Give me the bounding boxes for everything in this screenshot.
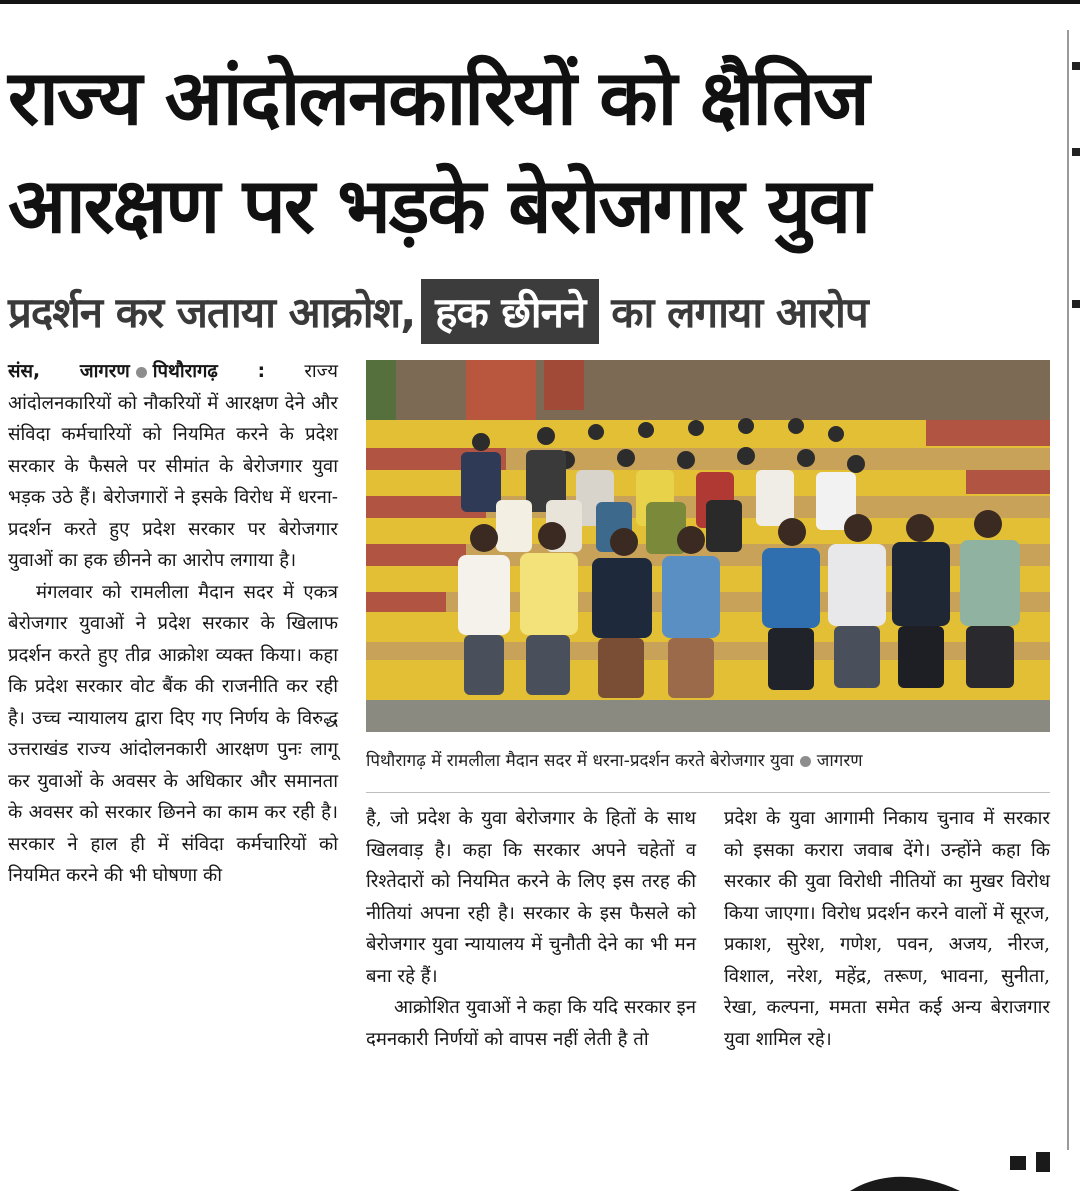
group-photo-image (366, 360, 1050, 732)
paragraph-intro (8, 356, 338, 577)
adjacent-article-fragment (1072, 300, 1080, 308)
byline-source: संस, जागरण (8, 361, 130, 382)
paragraph-3: है, जो प्रदेश के युवा बेरोजगार के हितों के साथ खिलवाड़ है। कहा कि सरकार अपने चहेतों व रिश्तेदारों को नियमित करने के लिए इस तरह की नीतियां अपना रही है। सरकार के इस फैसले को बेरोजगार युवा न्यायालय में चुनौती देने का भी मन बना रहे हैं। (366, 808, 696, 987)
paragraph-2: मंगलवार को रामलीला मैदान सदर में एकत्र बेरोजगार युवाओं ने प्रदेश सरकार के खिलाफ प्रदर्शन करते हुए तीव्र आक्रोश व्यक्त किया। कहा कि प्रदेश सरकार वोट बैंक की राजनीति कर रही है। उच्च न्यायालय द्वारा दिए गए निर्णय के विरुद्ध उत्तराखंड राज्य आंदोलनकारी आरक्षण पुनः लागू कर युवाओं के अवसर के अधिकार और समानता के अवसर को सरकार छिनने का काम कर रही है। सरकार ने हाल ही में संविदा कर्मचारियों को नियमित करने की भी घोषणा की (8, 581, 338, 886)
subheadline-highlight: हक छीनने (421, 279, 599, 344)
next-article-fragment (840, 1150, 1060, 1191)
subheadline-after: का लगाया आरोप (611, 287, 868, 337)
paragraph-4: प्रदेश के युवा आगामी निकाय चुनाव में सरकार को इसका करारा जवाब देंगे। उन्होंने कहा कि सरकार की युवा विरोधी नीतियों का मुखर विरोध किया जाएगा। विरोध प्रदर्शन करने वालों में सूरज, प्रकाश, सुरेश, गणेश, पवन, अजय, नीरज, विशाल, नरेश, महेंद्र, तरूण, भावना, सुनीता, रेखा, कल्पना, ममता समेत कई अन्य बेराजगार युवा शामिल रहे। (724, 808, 1050, 1050)
caption-divider (366, 792, 1050, 793)
headline-line-1: राज्य आंदोलनकारियों को क्षैतिज (8, 53, 868, 142)
paragraph-3b: आक्रोशित युवाओं ने कहा कि यदि सरकार इन दमनकारी निर्णयों को वापस नहीं लेती है तो (366, 997, 696, 1050)
subheadline (8, 274, 868, 348)
photo-caption-text: पिथौरागढ़ में रामलीला मैदान सदर में धरना-प्रदर्शन करते बेरोजगार युवा (366, 751, 794, 771)
photo-credit: जागरण (816, 751, 863, 771)
paragraph-1: राज्य आंदोलनकारियों को नौकरियों में आरक्षण देने और संविदा कर्मचारियों को नियमित करने के प्रदेश सरकार के फैसले पर सीमांत के बेरोजगार युवा भड़क उठे हैं। बेरोजगारों ने इसके विरोध में धरना-प्रदर्शन करते हुए प्रदेश सरकार पर बेरोजगार युवाओं का हक छीनने का आरोप लगाया है। (8, 361, 338, 571)
photo-caption (366, 748, 1050, 771)
bullet-dot-icon (800, 756, 811, 767)
top-rule (0, 0, 1080, 4)
article-column-2 (366, 803, 696, 1055)
article-column-3 (724, 803, 1050, 1055)
adjacent-article-fragment (1072, 148, 1080, 156)
column-divider-right (1067, 30, 1069, 1150)
news-photo (366, 360, 1050, 732)
adjacent-article-fragment (1072, 62, 1080, 70)
article-column-1 (8, 356, 338, 892)
byline-place: पिथौरागढ़ : (152, 361, 266, 382)
headline-line-2: आरक्षण पर भड़के बेरोजगार युवा (8, 161, 869, 250)
bullet-dot-icon (136, 367, 147, 378)
subheadline-before: प्रदर्शन कर जताया आक्रोश, (8, 287, 416, 337)
